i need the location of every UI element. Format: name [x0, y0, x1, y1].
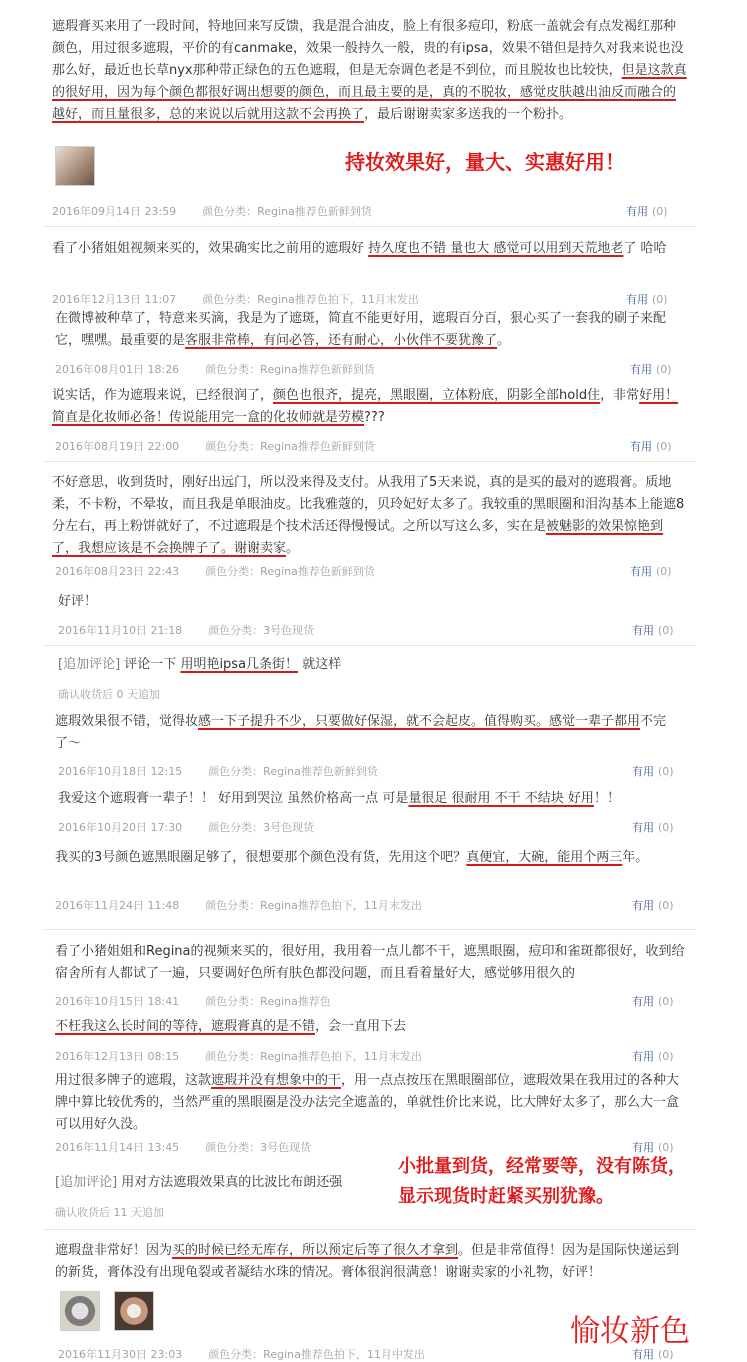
review-text: 遮瑕效果很不错，觉得妆感一下子提升不少，只要做好保湿，就不会起皮。值得购买。感觉一辈子都用不完了〜 — [55, 714, 667, 751]
review-text: 用过很多牌子的遮瑕，这款遮瑕并没有想象中的干，用一点点按压在黑眼圈部位，遮瑕效果在我用过的各种大牌中算比较优秀的，当然严重的黑眼圈是没办法完全遮盖的，单就性价比来说，比大牌好太多了，那么大一盒可以用好久没。 — [55, 1073, 680, 1132]
review-meta: 2016年11月14日 13:45 颜色分类：3号色现货 — [55, 1141, 312, 1154]
review-text: 看了小猪姐姐和Regina的视频来买的，很好用，我用着一点儿都不干，遮黑眼圈，痘印和雀斑都很好，收到给宿舍所有人都试了一遍，只要调好色所有肤色都没问题，而且看着量好大，感觉够用很久的 — [55, 944, 685, 981]
useful-button[interactable]: 有用 (0) — [632, 624, 674, 637]
review-meta: 2016年10月15日 18:41 颜色分类：Regina推荐色 — [55, 995, 331, 1008]
review-photo-thumbnail[interactable] — [55, 146, 95, 186]
review-text: 不好意思，收到货时，刚好出远门，所以没来得及支付。从我用了5天来说，真的是买的最对的遮瑕膏。质地柔，不卡粉，不晕妆，而且我是单眼油皮。比我雅蔻的，贝玲妃好太多了。我较重的黑眼圈和泪沟基本上能遮8分左右，再上粉饼就好了，不过遮瑕是个技术活还得慢慢试。之所以写这么多，实在是被魅影的效果惊艳到了，我想应该是不会换牌子了。谢谢卖家。 — [52, 475, 685, 556]
annotation-highlight: 持妆效果好，量大、实惠好用！ — [345, 150, 625, 174]
followup-tag: [追加评论] — [55, 1175, 118, 1190]
review-meta: 2016年12月13日 11:07 颜色分类：Regina推荐色拍下，11月末发出 — [52, 293, 419, 306]
useful-button[interactable]: 有用 (0) — [632, 765, 674, 778]
review-meta: 2016年11月10日 21:18 颜色分类：3号色现货 — [58, 624, 315, 637]
useful-button[interactable]: 有用 (0) — [632, 995, 674, 1008]
divider — [44, 929, 696, 930]
review-text: 我买的3号颜色遮黑眼圈足够了，很想要那个颜色没有货，先用这个吧？真便宜，大碗，能用个两三年。 — [55, 850, 649, 865]
divider — [44, 226, 696, 227]
followup-note: 确认收货后 0 天追加 — [58, 688, 160, 701]
review-text: 遮瑕盘非常好！因为买的时候已经无库存，所以预定后等了很久才拿到。但是非常值得！因为是国际快递运到的新货，膏体没有出现龟裂或者凝结水珠的情况。膏体很润很满意！谢谢卖家的小礼物，好评！ — [55, 1243, 680, 1280]
useful-button[interactable]: 有用 (0) — [630, 440, 672, 453]
review-text: 在微博被种草了，特意来买滴，我是为了遮斑，简直不能更好用，遮瑕百分百，狠心买了一套我的刷子来配它，嘿嘿。最重要的是客服非常棒，有问必答，还有耐心，小伙伴不要犹豫了。 — [55, 311, 667, 348]
review-meta: 2016年08月23日 22:43 颜色分类：Regina推荐色新鲜到货 — [55, 565, 375, 578]
useful-button[interactable]: 有用 (0) — [632, 821, 674, 834]
useful-button[interactable]: 有用 (0) — [626, 205, 668, 218]
review-meta — [52, 203, 372, 219]
review-date: 2016年09月14日 23:59 — [52, 205, 177, 218]
followup-comment: [追加评论] 用对方法遮瑕效果真的比波比布朗还强 — [55, 1175, 343, 1190]
review-text: 遮瑕膏买来用了一段时间，特地回来写反馈，我是混合油皮，脸上有很多痘印，粉底一盖就会有点发褐红那种颜色，用过很多遮瑕，平价的有canmake，效果一般持久一般，贵的有ipsa，效果不错但是持久对我来说也没那么好，最近也长草nyx那种带正绿色的五色遮瑕，但是无奈调色老是不到位，而且脱妆也比较快，但是这款真的很好用，因为每个颜色都很好调出想要的颜色，而且最主要的是，真的不脱妆，感觉皮肤越出油反而融合的越好，而且量很多，总的来说以后就用这款不会再换了，最后谢谢卖家多送我的一个粉扑。 — [52, 19, 687, 122]
review-meta: 2016年11月30日 23:03 颜色分类：Regina推荐色拍下，11月中发出 — [58, 1348, 425, 1361]
review-meta: 2016年08月19日 22:00 颜色分类：Regina推荐色新鲜到货 — [55, 440, 375, 453]
review-photo-thumbnail[interactable] — [60, 1291, 100, 1331]
review-photo-thumbnail[interactable] — [114, 1291, 154, 1331]
useful-button[interactable]: 有用 (0) — [630, 363, 672, 376]
useful-button[interactable]: 有用 (0) — [632, 1141, 674, 1154]
useful-button[interactable]: 有用 (0) — [632, 899, 674, 912]
review-meta: 2016年08月01日 18:26 颜色分类：Regina推荐色新鲜到货 — [55, 363, 375, 376]
review-text: 好评！ — [58, 594, 98, 609]
brand-watermark: 愉妆新色 — [570, 1314, 690, 1349]
useful-button[interactable]: 有用 (0) — [632, 1348, 674, 1361]
useful-button[interactable]: 有用 (0) — [626, 293, 668, 306]
review-text: 不枉我这么长时间的等待，遮瑕膏真的是不错，会一直用下去 — [55, 1019, 407, 1034]
review-text: 看了小猪姐姐视频来买的，效果确实比之前用的遮瑕好 持久度也不错 量也大 感觉可以用到天荒地老了 哈哈 — [52, 241, 667, 256]
followup-tag: [追加评论] — [58, 657, 121, 672]
useful-button[interactable]: 有用 (0) — [632, 1050, 674, 1063]
useful-button[interactable]: 有用 (0) — [630, 565, 672, 578]
annotation-stock-note: 小批量到货，经常要等，没有陈货， 显示现货时赶紧买别犹豫。 — [398, 1156, 686, 1207]
divider — [44, 1229, 696, 1230]
review-text: 我爱这个遮瑕膏一辈子！！ 好用到哭泣 虽然价格高一点 可是量很足 很耐用 不干 不结块 好用！！ — [58, 791, 620, 806]
review-meta: 2016年11月24日 11:48 颜色分类：Regina推荐色拍下，11月末发出 — [55, 899, 422, 912]
followup-note: 确认收货后 11 天追加 — [55, 1206, 164, 1219]
followup-comment: [追加评论] 评论一下 用明艳ipsa几条街！ 就这样 — [58, 657, 342, 672]
divider — [44, 461, 696, 462]
review-meta: 2016年10月20日 17:30 颜色分类：3号色现货 — [58, 821, 315, 834]
review-meta: 2016年12月13日 08:15 颜色分类：Regina推荐色拍下，11月末发出 — [55, 1050, 422, 1063]
review-meta: 2016年10月18日 12:15 颜色分类：Regina推荐色新鲜到货 — [58, 765, 378, 778]
divider — [44, 645, 696, 646]
review-text: 说实话，作为遮瑕来说，已经很润了，颜色也很齐，提亮，黑眼圈，立体粉底，阴影全部hold住，非常好用！简直是化妆师必备！传说能用完一盒的化妆师就是劳模??? — [52, 388, 679, 425]
review-sku: 颜色分类：Regina推荐色新鲜到货 — [202, 205, 372, 218]
